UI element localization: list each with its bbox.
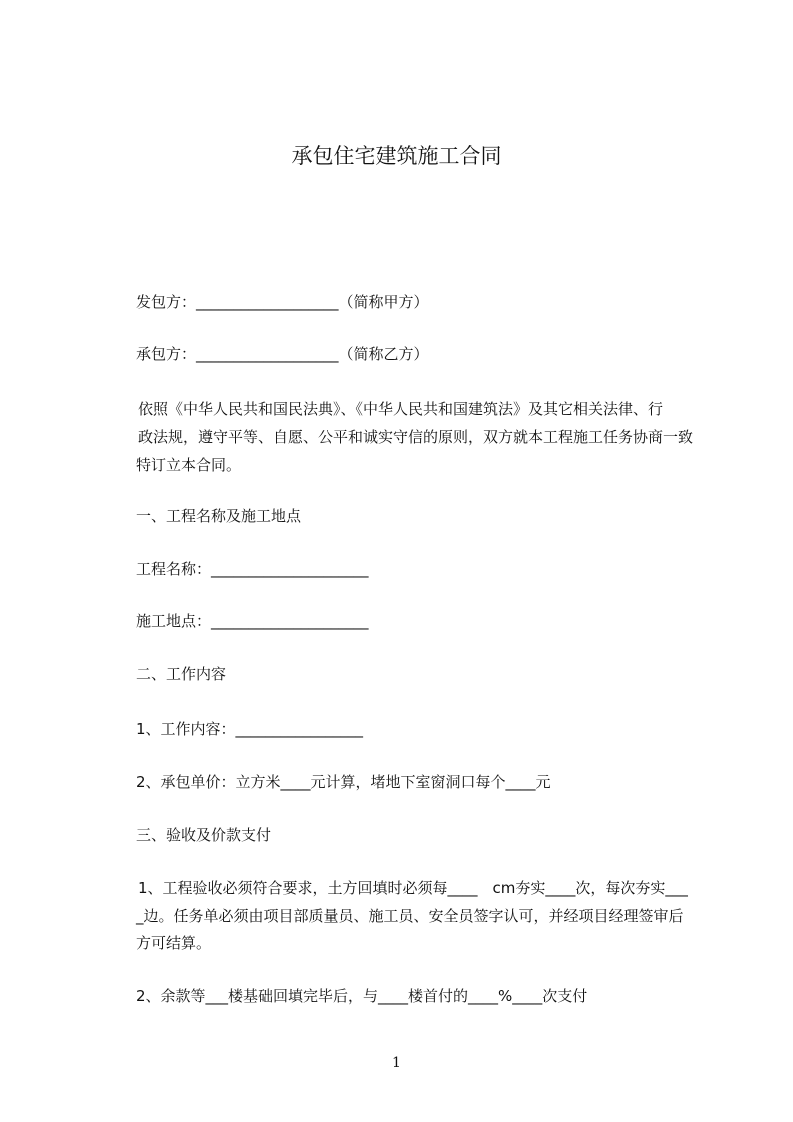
acceptance-line-3: 方可结算。 <box>136 934 212 952</box>
section-2-heading: 二、工作内容 <box>136 665 227 683</box>
contract-title: 承包住宅建筑施工合同 <box>291 144 502 168</box>
section-1-heading: 一、工程名称及施工地点 <box>136 507 302 525</box>
unit-price-clause: 2、承包单价：立方米____元计算，堵地下室窗洞口每个____元 <box>136 773 551 791</box>
page-number: 1 <box>392 1055 401 1071</box>
construction-location-field: 施工地点：_____________________ <box>136 612 369 630</box>
preamble-line-3: 特订立本合同。 <box>136 456 242 474</box>
acceptance-line-1: 1、工程验收必须符合要求，土方回填时必须每____ cm夯实____次，每次夯实___ <box>138 879 688 897</box>
section-3-heading: 三、验收及价款支付 <box>136 826 272 844</box>
work-content-field: 1、工作内容：_________________ <box>136 720 364 738</box>
project-name-field: 工程名称：_____________________ <box>136 560 369 578</box>
party-b-line: 承包方：___________________（简称乙方） <box>136 345 429 363</box>
preamble-line-2: 政法规，遵守平等、自愿、公平和诚实守信的原则，双方就本工程施工任务协商一致 <box>138 428 694 446</box>
acceptance-line-2: _边。任务单必须由项目部质量员、施工员、安全员签字认可，并经项目经理签审后 <box>136 907 684 925</box>
preamble-line-1: 依照《中华人民共和国民法典》、《中华人民共和国建筑法》及其它相关法律、行 <box>138 400 664 418</box>
balance-payment-clause: 2、余款等___楼基础回填完毕后，与____楼首付的____%____次支付 <box>136 987 588 1005</box>
party-a-line: 发包方：___________________（简称甲方） <box>136 293 429 311</box>
